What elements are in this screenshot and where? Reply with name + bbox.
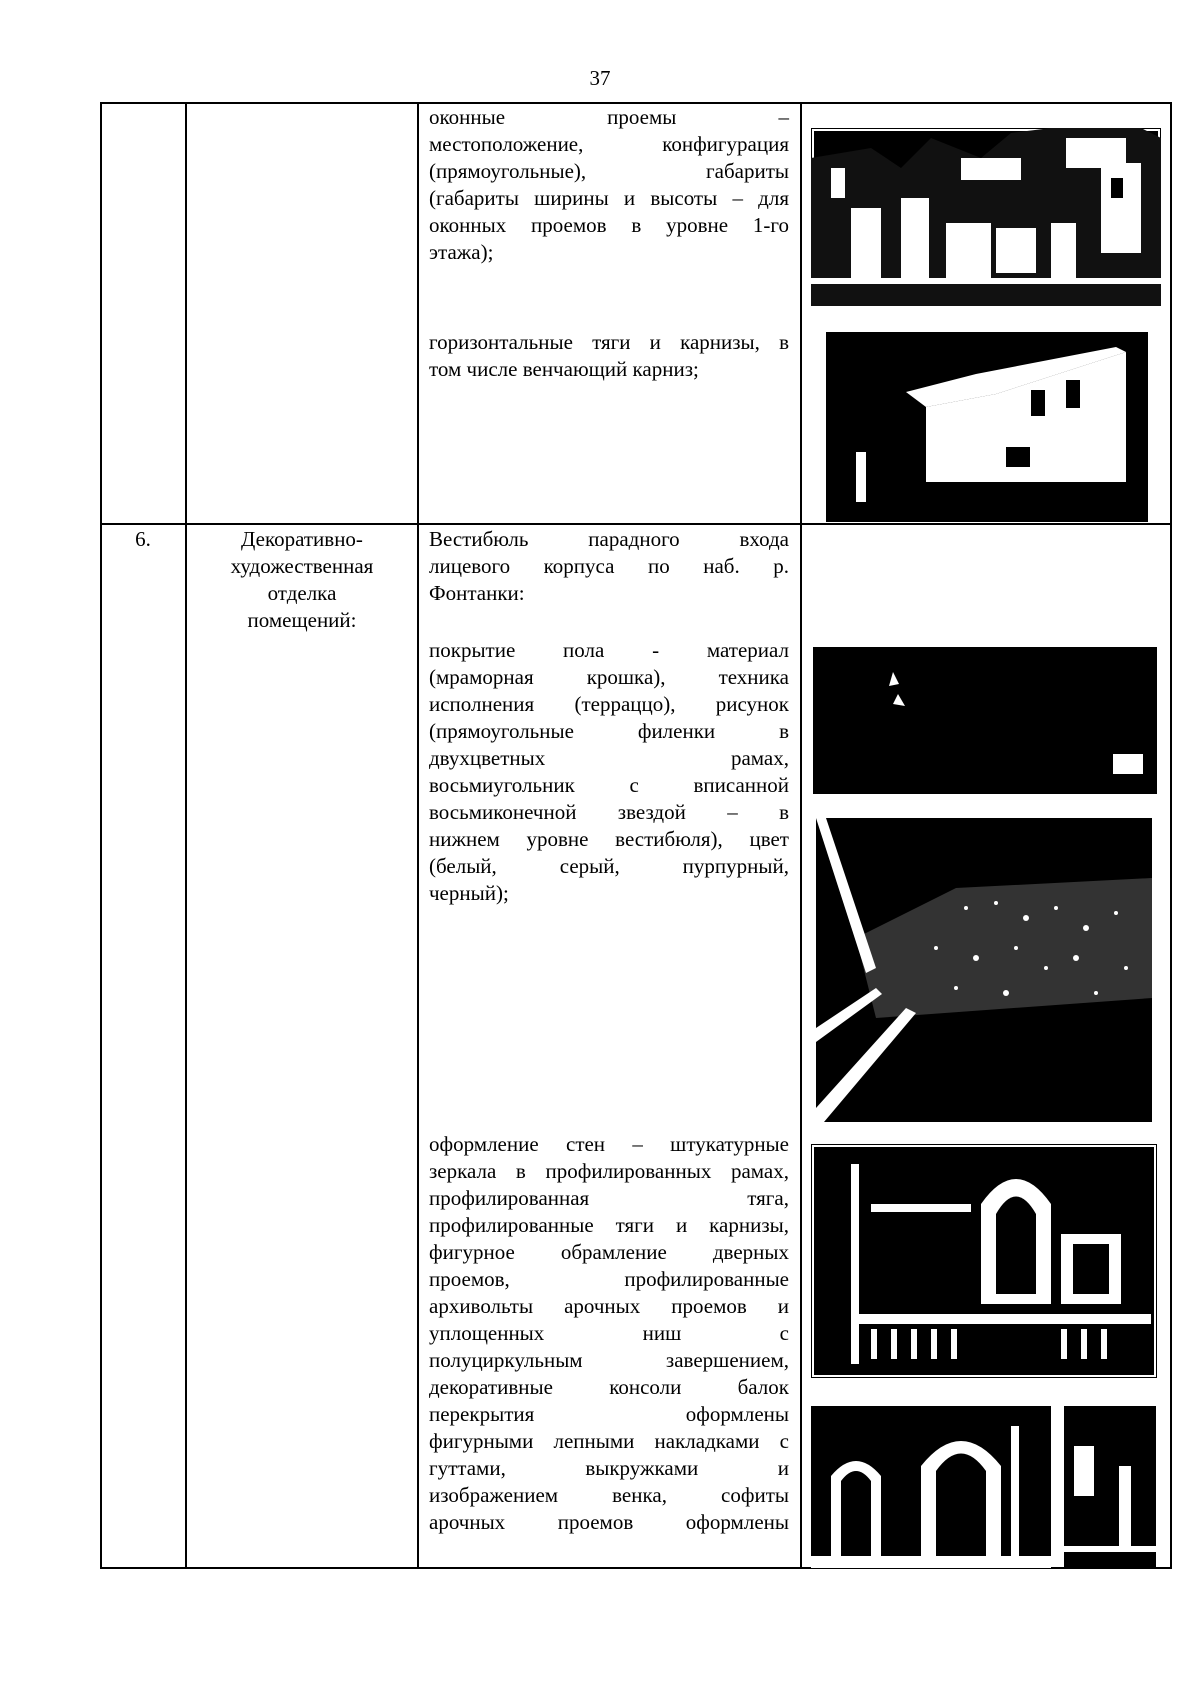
text-line: (мраморная крошка), техника <box>429 665 789 689</box>
text-line: перекрытия оформлены <box>429 1402 789 1426</box>
text-line: арочных проемов оформлены <box>429 1510 789 1534</box>
building-cornice-photo <box>826 332 1148 522</box>
text-line: исполнения (терраццо), рисунок <box>429 692 789 716</box>
text-line: оконные проемы – <box>429 105 789 129</box>
text-line: (белый, серый, пурпурный, <box>429 854 789 878</box>
text-line: проемов, профилированные <box>429 1267 789 1291</box>
row2-item2-text <box>429 1131 789 1536</box>
text-line: том числе венчающий карниз; <box>429 357 699 381</box>
text-line: декоративные консоли балок <box>429 1375 789 1399</box>
text-line: оконных проемов в уровне 1-го <box>429 213 789 237</box>
col-divider-3 <box>800 102 802 1569</box>
col-divider-1 <box>185 102 187 1569</box>
element-name <box>187 526 417 634</box>
text-line: Фонтанки: <box>429 581 525 605</box>
vestibule-interior-photo <box>811 1144 1157 1378</box>
floor-terrazzo-photo <box>816 818 1152 1122</box>
text-line: Вестибюль парадного входа <box>429 527 789 551</box>
text-line: нижнем уровне вестибюля), цвет <box>429 827 789 851</box>
text-line: художественная <box>230 554 374 578</box>
text-line: зеркала в профилированных рамах, <box>429 1159 789 1183</box>
text-line: восьмиконечной звездой – в <box>429 800 789 824</box>
text-line: (габариты ширины и высоты – для <box>429 186 789 210</box>
col-divider-2 <box>417 102 419 1569</box>
text-line: гуттами, выкружками и <box>429 1456 789 1480</box>
text-line: профилированная тяга, <box>429 1186 789 1210</box>
col-border-right <box>1170 102 1172 1569</box>
text-line: фигурными лепными накладками с <box>429 1429 789 1453</box>
arches-photo <box>811 1406 1051 1568</box>
text-line: лицевого корпуса по наб. р. <box>429 554 789 578</box>
text-line: отделка <box>267 581 337 605</box>
text-line: Декоративно- <box>241 527 363 551</box>
text-line: (прямоугольные), габариты <box>429 159 789 183</box>
text-line: архивольты арочных проемов и <box>429 1294 789 1318</box>
text-line: горизонтальные тяги и карнизы, в <box>429 330 789 354</box>
col-border-left <box>100 102 102 1569</box>
row1-item2-text <box>429 329 789 383</box>
text-line: покрытие пола - материал <box>429 638 789 662</box>
building-facade-photo <box>811 128 1161 306</box>
floor-photo <box>813 644 1157 794</box>
row-divider <box>100 523 1172 525</box>
page-number: 37 <box>589 66 611 90</box>
row-number: 6. <box>135 527 151 551</box>
text-line: этажа); <box>429 240 494 264</box>
row2-item1-text <box>429 637 789 907</box>
text-line: двухцветных рамах, <box>429 746 789 770</box>
text-line: профилированные тяги и карнизы, <box>429 1213 789 1237</box>
row1-item1-text <box>429 104 789 266</box>
text-line: оформление стен – штукатурные <box>429 1132 789 1156</box>
text-line: восьмиугольник с вписанной <box>429 773 789 797</box>
row2-intro-text <box>429 526 789 607</box>
wall-detail-photo <box>1064 1406 1156 1568</box>
text-line: изображением венка, софиты <box>429 1483 789 1507</box>
text-line: местоположение, конфигурация <box>429 132 789 156</box>
text-line: фигурное обрамление дверных <box>429 1240 789 1264</box>
text-line: (прямоугольные филенки в <box>429 719 789 743</box>
text-line: помещений: <box>247 608 357 632</box>
text-line: уплощенных ниш с <box>429 1321 789 1345</box>
text-line: черный); <box>429 881 509 905</box>
text-line: полуциркульным завершением, <box>429 1348 789 1372</box>
